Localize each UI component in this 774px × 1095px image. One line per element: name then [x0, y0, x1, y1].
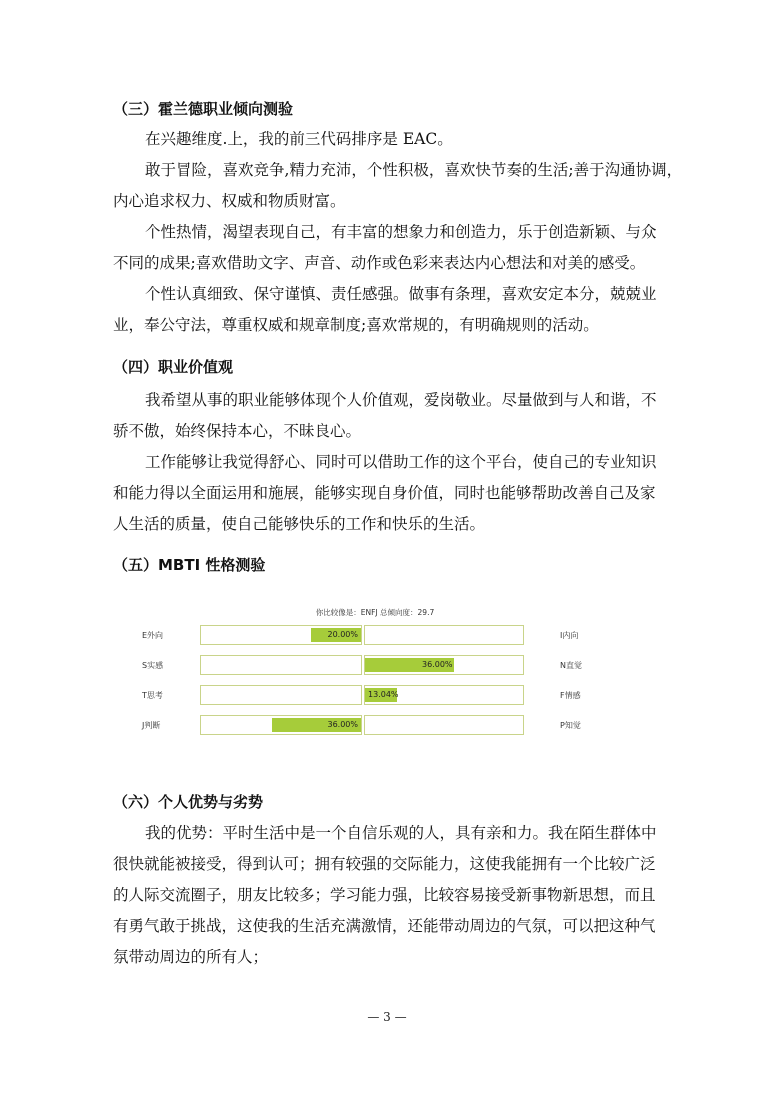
text-line: 我的优势：平时生活中是一个自信乐观的人，具有亲和力。我在陌生群体中	[145, 824, 657, 842]
text-line: 我希望从事的职业能够体现个人价值观，爱岗敬业。尽量做到与人和谐，不	[145, 391, 657, 409]
mbti-left-label: E外向	[142, 631, 164, 640]
mbti-left-label: J判断	[142, 721, 161, 730]
mbti-left-box	[200, 685, 362, 705]
mbti-bar-label: 36.00%	[327, 720, 358, 729]
chart-title: 你比较像是：ENFJ 总倾向度：29.7	[315, 608, 435, 617]
text-line: 敢于冒险，喜欢竞争,精力充沛，个性积极，喜欢快节奏的生活;善于沟通协调，	[145, 161, 683, 179]
mbti-left-box	[200, 625, 362, 645]
section-heading-mbti: （五）MBTI 性格测验	[113, 556, 266, 574]
mbti-bar-label: 36.00%	[422, 660, 453, 669]
section-heading-holland: （三）霍兰德职业倾向测验	[113, 100, 294, 118]
text-line: 在兴趣维度.上，我的前三代码排序是 EAC。	[145, 130, 453, 148]
section-heading-strengths: （六）个人优势与劣势	[113, 793, 264, 811]
section-heading-values: （四）职业价值观	[113, 358, 234, 376]
text-line: 氛带动周边的所有人；	[113, 948, 269, 966]
text-line: 很快就能被接受，得到认可；拥有较强的交际能力，这使我能拥有一个比较广泛	[113, 855, 656, 873]
mbti-bar-label: 13.04%	[368, 690, 399, 699]
mbti-right-box	[364, 715, 524, 735]
text-line: 个性热情，渴望表现自己，有丰富的想象力和创造力，乐于创造新颖、与众	[145, 223, 657, 241]
mbti-right-label: F情感	[560, 691, 581, 700]
paragraph-holland	[113, 124, 683, 341]
mbti-right-label: I内向	[560, 631, 579, 640]
mbti-right-box	[364, 625, 524, 645]
mbti-bar-label: 20.00%	[327, 630, 358, 639]
text-line: 的人际交流圈子，朋友比较多；学习能力强，比较容易接受新事物新思想，而且	[113, 886, 656, 904]
mbti-left-box	[200, 715, 362, 735]
mbti-row	[140, 715, 610, 737]
mbti-row	[140, 655, 610, 677]
text-line: 工作能够让我觉得舒心、同时可以借助工作的这个平台，使自己的专业知识	[145, 453, 657, 471]
mbti-right-label: P知觉	[560, 721, 581, 730]
mbti-right-label: N直觉	[560, 661, 582, 670]
mbti-left-box	[200, 655, 362, 675]
mbti-right-box	[364, 655, 524, 675]
paragraph-values	[113, 385, 665, 540]
text-line: 骄不傲，始终保持本心，不昧良心。	[113, 422, 362, 440]
mbti-row	[140, 625, 610, 647]
page-number: — 3 —	[367, 1010, 407, 1024]
mbti-row	[140, 685, 610, 707]
mbti-chart	[140, 603, 610, 753]
paragraph-strengths	[113, 818, 665, 973]
text-line: 有勇气敢于挑战，这使我的生活充满激情，还能带动周边的气氛，可以把这种气	[113, 917, 656, 935]
mbti-left-label: S实感	[142, 661, 164, 670]
text-line: 人生活的质量，使自己能够快乐的工作和快乐的生活。	[113, 515, 486, 533]
text-line: 个性认真细致、保守谨慎、责任感强。做事有条理，喜欢安定本分，兢兢业	[145, 285, 657, 303]
mbti-left-label: T思考	[142, 691, 163, 700]
text-line: 和能力得以全面运用和施展，能够实现自身价值，同时也能够帮助改善自己及家	[113, 484, 656, 502]
text-line: 内心追求权力、权威和物质财富。	[113, 192, 346, 210]
text-line: 业，奉公守法，尊重权威和规章制度;喜欢常规的，有明确规则的活动。	[113, 316, 599, 334]
text-line: 不同的成果;喜欢借助文字、声音、动作或色彩来表达内心想法和对美的感受。	[113, 254, 646, 272]
mbti-right-box	[364, 685, 524, 705]
